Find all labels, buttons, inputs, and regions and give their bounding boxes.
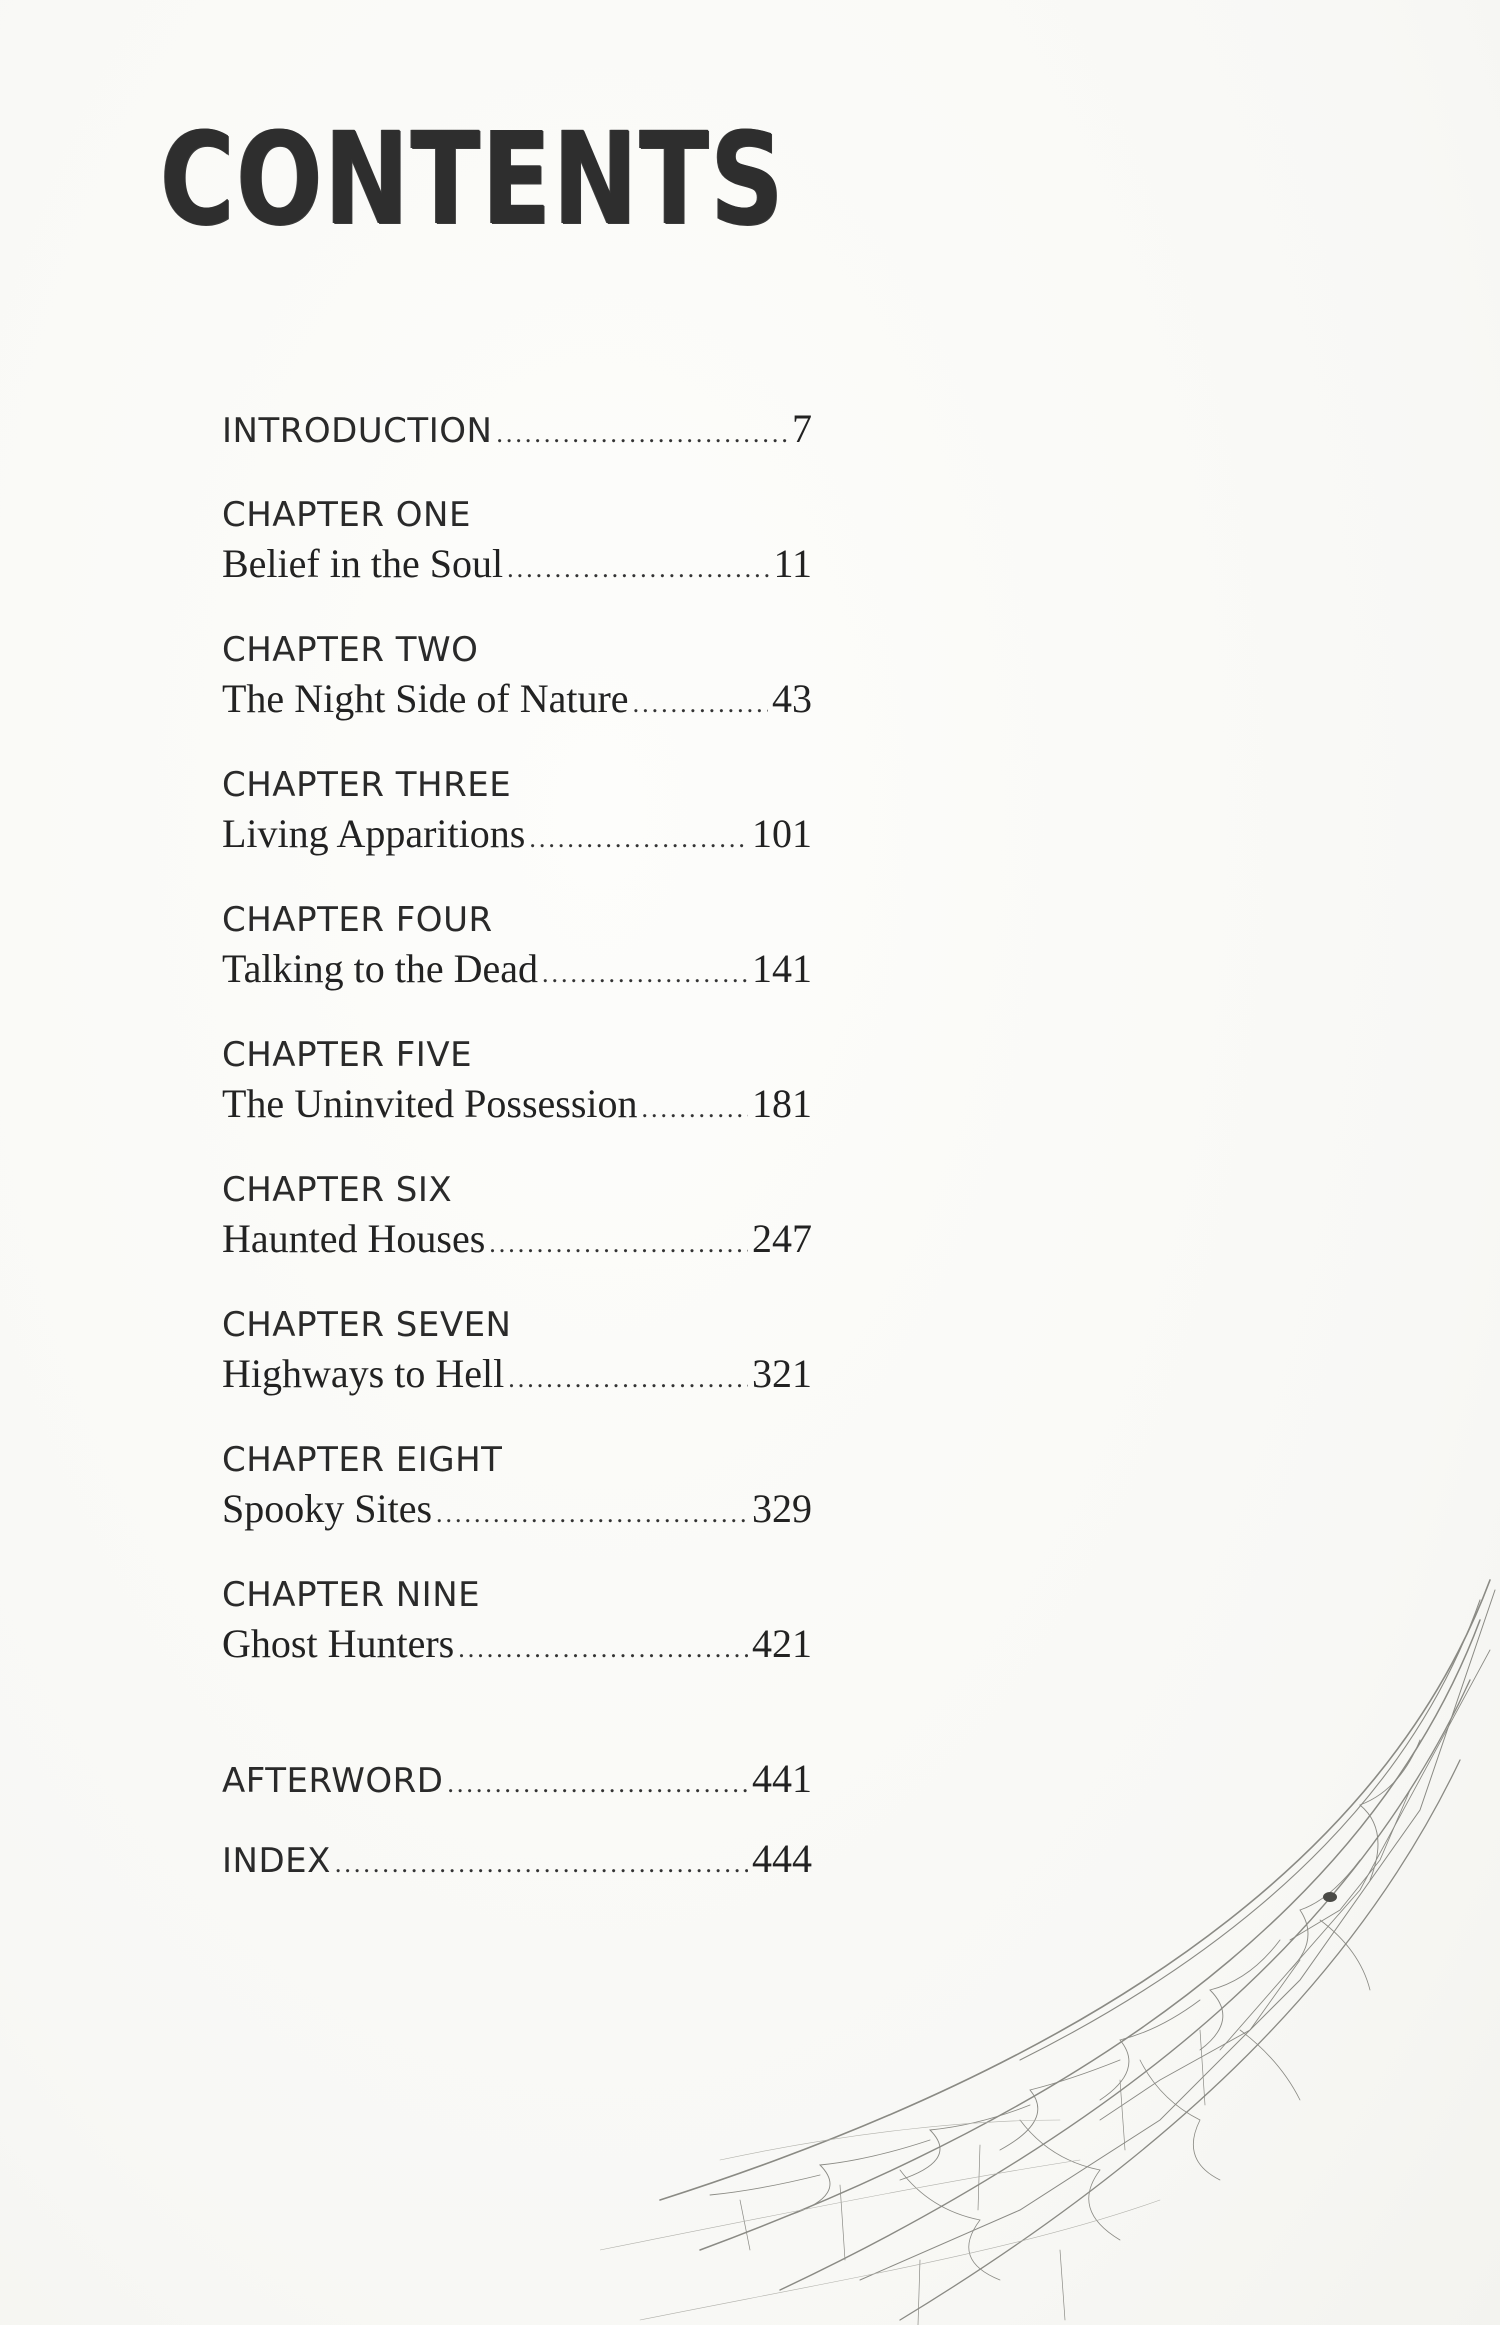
- chapter-block-7: [222, 1300, 812, 1410]
- spider-icon: [1323, 1892, 1337, 1902]
- chapter-title: Haunted Houses: [222, 1216, 486, 1261]
- chapter-block-6: [222, 1165, 812, 1275]
- chapter-title: Highways to Hell: [222, 1351, 505, 1396]
- spider-web-icon: [600, 1560, 1500, 2325]
- chapter-title: The Uninvited Possession: [222, 1081, 638, 1126]
- chapter-block-2: [222, 625, 812, 735]
- chapter-block-1: [222, 490, 812, 600]
- chapter-block-4: [222, 895, 812, 1005]
- toc-page-number: 321: [752, 1351, 812, 1396]
- chapter-heading: CHAPTER FOUR: [222, 900, 493, 940]
- toc-page-number: 329: [752, 1486, 812, 1531]
- chapter-heading: CHAPTER ONE: [222, 495, 471, 535]
- toc-page-number: 43: [772, 676, 812, 721]
- dot-leader: [508, 1364, 748, 1394]
- toc-page-number: 441: [752, 1756, 812, 1801]
- dot-leader: [436, 1499, 748, 1529]
- toc-entry-chapter-5[interactable]: [222, 1080, 812, 1140]
- dot-leader: [633, 689, 768, 719]
- toc-entry-chapter-3[interactable]: [222, 810, 812, 870]
- toc-entry-label: INDEX: [222, 1841, 331, 1881]
- toc-page-number: 421: [752, 1621, 812, 1666]
- chapter-heading: CHAPTER SEVEN: [222, 1305, 512, 1345]
- chapter-title: Spooky Sites: [222, 1486, 433, 1531]
- dot-leader: [542, 959, 748, 989]
- chapter-heading: CHAPTER FIVE: [222, 1035, 473, 1075]
- chapter-heading: CHAPTER NINE: [222, 1575, 481, 1615]
- page-title: CONTENTS: [160, 104, 786, 254]
- chapter-heading: CHAPTER TWO: [222, 630, 479, 670]
- toc-page-number: 444: [752, 1836, 812, 1881]
- toc-page-number: 7: [792, 406, 812, 451]
- chapter-title: Ghost Hunters: [222, 1621, 455, 1666]
- chapter-heading: CHAPTER EIGHT: [222, 1440, 503, 1480]
- toc-entry-label: INTRODUCTION: [222, 411, 493, 451]
- dot-leader: [489, 1229, 748, 1259]
- dot-leader: [507, 554, 769, 584]
- chapter-title: Belief in the Soul: [222, 541, 504, 586]
- toc-entry-label: AFTERWORD: [222, 1761, 444, 1801]
- dot-leader: [529, 824, 748, 854]
- chapter-block-5: [222, 1030, 812, 1140]
- chapter-block-3: [222, 760, 812, 870]
- chapter-title: The Night Side of Nature: [222, 676, 629, 721]
- chapter-heading: CHAPTER SIX: [222, 1170, 453, 1210]
- toc-page-number: 101: [752, 811, 812, 856]
- toc-entry-chapter-7[interactable]: [222, 1350, 812, 1410]
- toc-page-number: 11: [773, 541, 812, 586]
- toc-page-number: 141: [752, 946, 812, 991]
- toc-entry-chapter-4[interactable]: [222, 945, 812, 1005]
- toc-page-number: 247: [752, 1216, 812, 1261]
- chapter-title: Talking to the Dead: [222, 946, 538, 991]
- dot-leader: [496, 419, 788, 449]
- chapter-title: Living Apparitions: [222, 811, 526, 856]
- toc-page-number: 181: [752, 1081, 812, 1126]
- toc-entry-chapter-1[interactable]: [222, 540, 812, 600]
- toc-entry-chapter-6[interactable]: [222, 1215, 812, 1275]
- chapter-block-8: [222, 1435, 812, 1545]
- toc-entry-chapter-2[interactable]: [222, 675, 812, 735]
- chapter-heading: CHAPTER THREE: [222, 765, 512, 805]
- toc-entry-introduction[interactable]: [222, 405, 812, 465]
- toc-entry-chapter-8[interactable]: [222, 1485, 812, 1545]
- dot-leader: [642, 1094, 748, 1124]
